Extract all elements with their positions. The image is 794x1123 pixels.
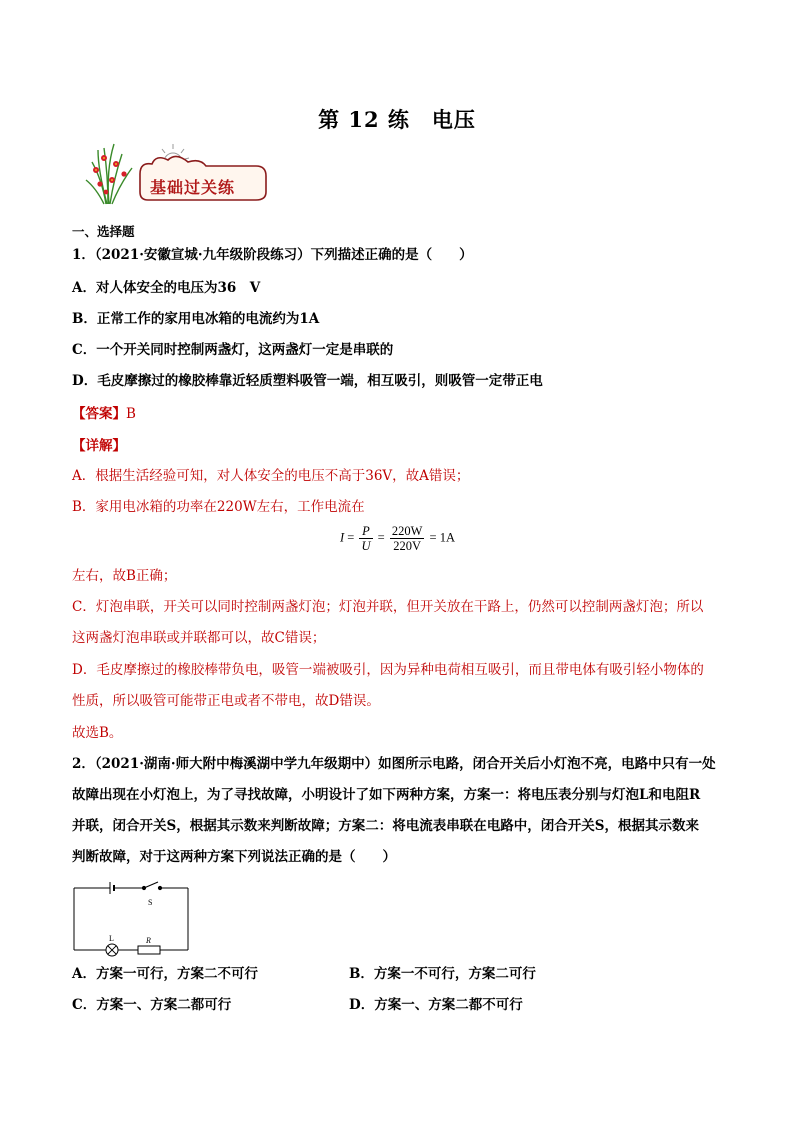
q2-option-c: C．方案一、方案二都可行: [72, 997, 232, 1013]
title-sub: 电压: [431, 107, 476, 132]
detail-d-line2: 性质，所以吸管可能带正电或者不带电，故D错误。: [72, 693, 380, 709]
section-heading: 一、选择题: [72, 224, 135, 239]
q2-stem-line2: 故障出现在小灯泡上，为了寻找故障，小明设计了如下两种方案，方案一：将电压表分别与灯泡L和电阻R: [72, 787, 701, 803]
formula-frac2-num: 220W: [391, 524, 423, 538]
answer-label: 【答案】: [72, 406, 126, 422]
q2-stem-line4: 判断故障，对于这两种方案下列说法正确的是（ ）: [72, 849, 396, 865]
title-main: 第 12 练: [318, 107, 410, 132]
detail-d-line1: D．毛皮摩擦过的橡胶棒带负电，吸管一端被吸引，因为异种电荷相互吸引，而且带电体有吸引轻小物体的: [72, 662, 704, 678]
q1-stem: 1．（2021·安徽宣城·九年级阶段练习）下列描述正确的是（ ）: [72, 247, 473, 263]
q1-option-d: D．毛皮摩擦过的橡胶棒靠近轻质塑料吸管一端，相互吸引，则吸管一定带正电: [72, 373, 543, 389]
formula-frac2-den: 220V: [393, 539, 421, 553]
formula-frac-pu: [359, 524, 372, 553]
formula-frac1-num: P: [362, 524, 370, 538]
circuit-lamp-label: L: [109, 934, 114, 943]
detail-b-after: 左右，故B正确；: [72, 568, 177, 584]
q1-option-c: C．一个开关同时控制两盏灯，这两盏灯一定是串联的: [72, 342, 394, 358]
q1-option-b: B．正常工作的家用电冰箱的电流约为1A: [72, 311, 320, 327]
detail-c-line2: 这两盏灯泡串联或并联都可以，故C错误；: [72, 630, 326, 646]
circuit-switch-label: S: [148, 898, 153, 907]
detail-label: 【详解】: [72, 438, 126, 454]
q2-stem-line3: 并联，闭合开关S，根据其示数来判断故障；方案二：将电流表串联在电路中，闭合开关S，根据其示数来: [72, 818, 699, 834]
formula-frac-values: [390, 524, 425, 553]
q1-answer: [72, 402, 136, 422]
q2-option-d: D．方案一、方案二都不可行: [349, 997, 523, 1013]
formula: [340, 524, 455, 553]
q1-option-a: A．对人体安全的电压为36 V: [72, 280, 261, 296]
banner-label: 基础过关练: [150, 178, 236, 197]
detail-c-line1: C．灯泡串联，开关可以同时控制两盏灯泡；灯泡并联，但开关放在干路上，仍然可以控制两盏灯泡；所以: [72, 599, 704, 615]
detail-conclusion: 故选B。: [72, 725, 123, 741]
formula-eq-1: =: [347, 530, 355, 545]
circuit-diagram: [70, 878, 194, 960]
detail-a: A．根据生活经验可知，对人体安全的电压不高于36V，故A错误；: [72, 468, 470, 484]
detail-b: B．家用电冰箱的功率在220W左右，工作电流在: [72, 499, 365, 515]
formula-eq-2: =: [377, 530, 385, 545]
circuit-resistor-label: R: [146, 936, 151, 945]
q2-option-a: A．方案一可行，方案二不可行: [72, 966, 258, 982]
answer-value: B: [126, 406, 136, 422]
section-banner: [84, 140, 274, 206]
formula-eq-3: =: [429, 530, 437, 545]
q2-option-b: B．方案一不可行，方案二可行: [349, 966, 536, 982]
q2-stem-line1: 2．（2021·湖南·师大附中梅溪湖中学九年级期中）如图所示电路，闭合开关后小灯泡不亮，电路中只有一处: [72, 756, 716, 772]
formula-result: 1A: [439, 530, 455, 545]
page-title: [0, 104, 794, 134]
formula-frac1-den: U: [361, 539, 371, 553]
formula-lhs: I: [340, 530, 345, 545]
